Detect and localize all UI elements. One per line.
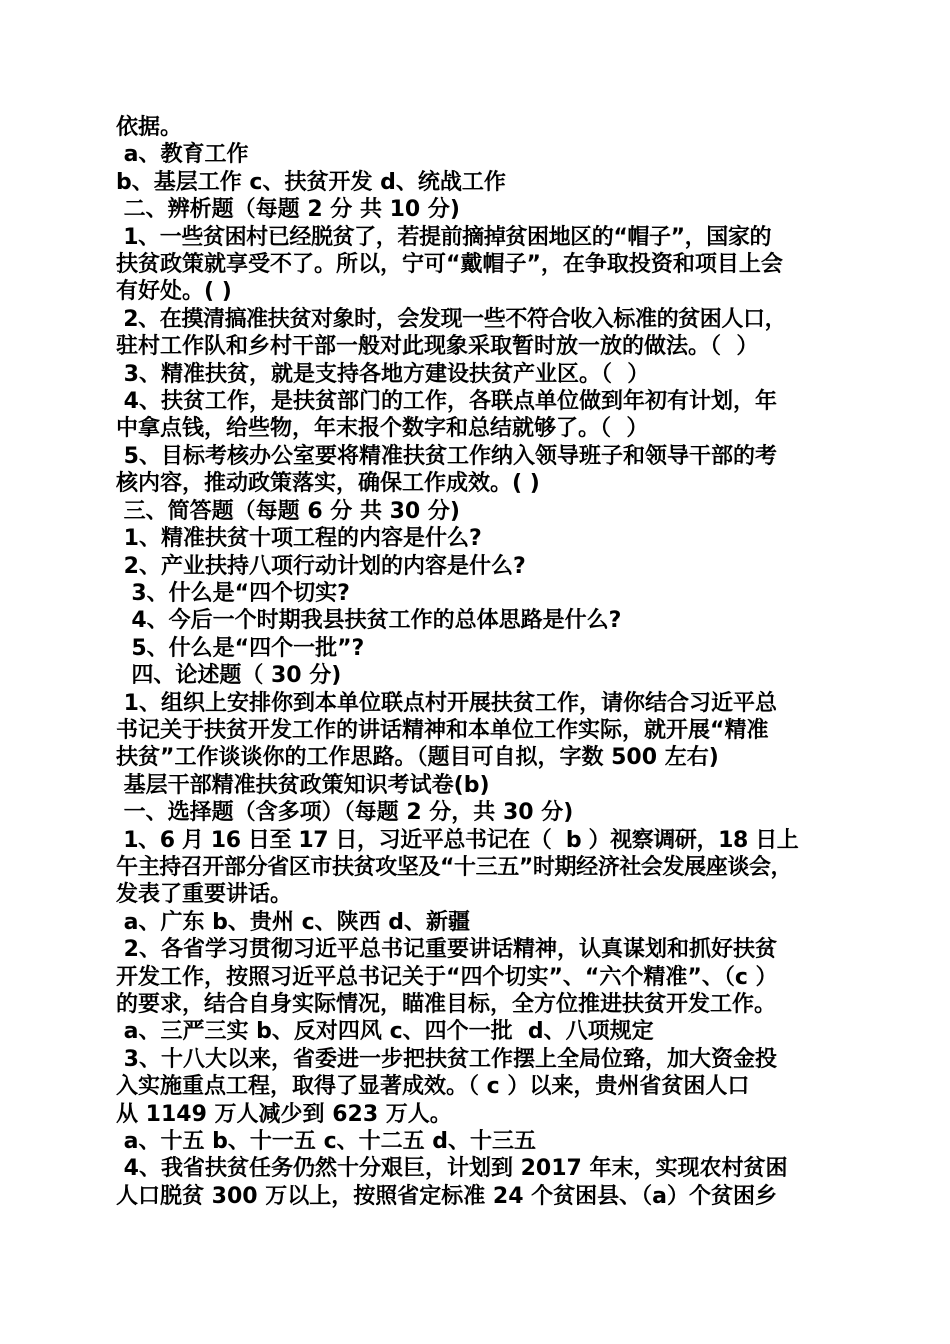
text-line: 开发工作，按照习近平总书记关于“四个切实”、“六个精准”、（c ） <box>116 964 778 990</box>
document-page <box>116 114 840 1210</box>
text-line: 2、产业扶持八项行动计划的内容是什么? <box>116 553 526 579</box>
text-line: 中拿点钱，给些物，年末报个数字和总结就够了。（ ） <box>116 416 649 442</box>
text-line: 3、什么是“四个切实? <box>116 580 350 606</box>
text-line: 书记关于扶贫开发工作的讲话精神和本单位工作实际，就开展“精准 <box>116 717 769 743</box>
text-line: 4、我省扶贫任务仍然十分艰巨，计划到 2017 年末，实现农村贫困 <box>116 1156 788 1182</box>
text-line: 1、精准扶贫十项工程的内容是什么? <box>116 526 482 552</box>
text-line: 3、十八大以来，省委进一步把扶贫工作摆上全局位臵，加大资金投 <box>116 1046 777 1072</box>
text-line: a、广东 b、贵州 c、陕西 d、新疆 <box>116 909 471 935</box>
text-line: 三、简答题（每题 6 分 共 30 分) <box>116 498 460 524</box>
text-line: 2、各省学习贯彻习近平总书记重要讲话精神，认真谋划和抓好扶贫 <box>116 937 777 963</box>
text-line: 核内容，推动政策落实，确保工作成效。( ) <box>116 471 540 497</box>
text-line: 5、什么是“四个一批”? <box>116 635 365 661</box>
text-line: 有好处。( ) <box>116 279 232 305</box>
text-line: 一、选择题（含多项）（每题 2 分，共 30 分) <box>116 800 574 826</box>
text-line: 扶贫”工作谈谈你的工作思路。（题目可自拟，字数 500 左右) <box>116 745 719 771</box>
text-line: a、教育工作 <box>116 142 249 168</box>
text-line: 四、论述题（ 30 分) <box>116 663 342 689</box>
text-line: 1、组织上安排你到本单位联点村开展扶贫工作，请你结合习近平总 <box>116 690 777 716</box>
text-line: 基层干部精准扶贫政策知识考试卷(b) <box>116 772 490 798</box>
text-line: 从 1149 万人减少到 623 万人。 <box>116 1101 452 1127</box>
text-line: 2、在摸清搞准扶贫对象时，会发现一些不符合收入标准的贫困人口， <box>116 306 787 332</box>
text-line: a、十五 b、十一五 c、十二五 d、十三五 <box>116 1129 537 1155</box>
text-line: 二、辨析题（每题 2 分 共 10 分) <box>116 197 460 223</box>
text-line: 5、目标考核办公室要将精准扶贫工作纳入领导班子和领导干部的考 <box>116 443 777 469</box>
text-line: 1、一些贫困村已经脱贫了，若提前摘掉贫困地区的“帽子”，国家的 <box>116 224 772 250</box>
text-line: 3、精准扶贫，就是支持各地方建设扶贫产业区。（ ） <box>116 361 650 387</box>
text-line: 扶贫政策就享受不了。所以，宁可“戴帽子”，在争取投资和项目上会 <box>116 252 783 278</box>
text-line: 1、6 月 16 日至 17 日，习近平总书记在（ b ）视察调研，18 日上 <box>116 827 799 853</box>
text-line: 午主持召开部分省区市扶贫攻坚及“十三五”时期经济社会发展座谈会， <box>116 854 793 880</box>
text-line: 驻村工作队和乡村干部一般对此现象采取暂时放一放的做法。（ ） <box>116 334 759 360</box>
text-line: 的要求，结合自身实际情况，瞄准目标，全方位推进扶贫开发工作。 <box>116 992 777 1017</box>
text-line: 依据。 <box>116 115 183 140</box>
text-line: b、基层工作 c、扶贫开发 d、统战工作 <box>116 169 506 195</box>
text-line: 4、扶贫工作，是扶贫部门的工作，各联点单位做到年初有计划，年 <box>116 389 777 415</box>
text-line: 4、今后一个时期我县扶贫工作的总体思路是什么? <box>116 608 622 634</box>
text-line: 入实施重点工程，取得了显著成效。（ c ）以来，贵州省贫困人口 <box>116 1074 750 1100</box>
text-line: a、三严三实 b、反对四风 c、四个一批 d、八项规定 <box>116 1019 654 1045</box>
text-line: 发表了重要讲话。 <box>116 882 293 908</box>
text-line: 人口脱贫 300 万以上，按照省定标准 24 个贫困县、（a）个贫困乡 <box>116 1183 778 1209</box>
